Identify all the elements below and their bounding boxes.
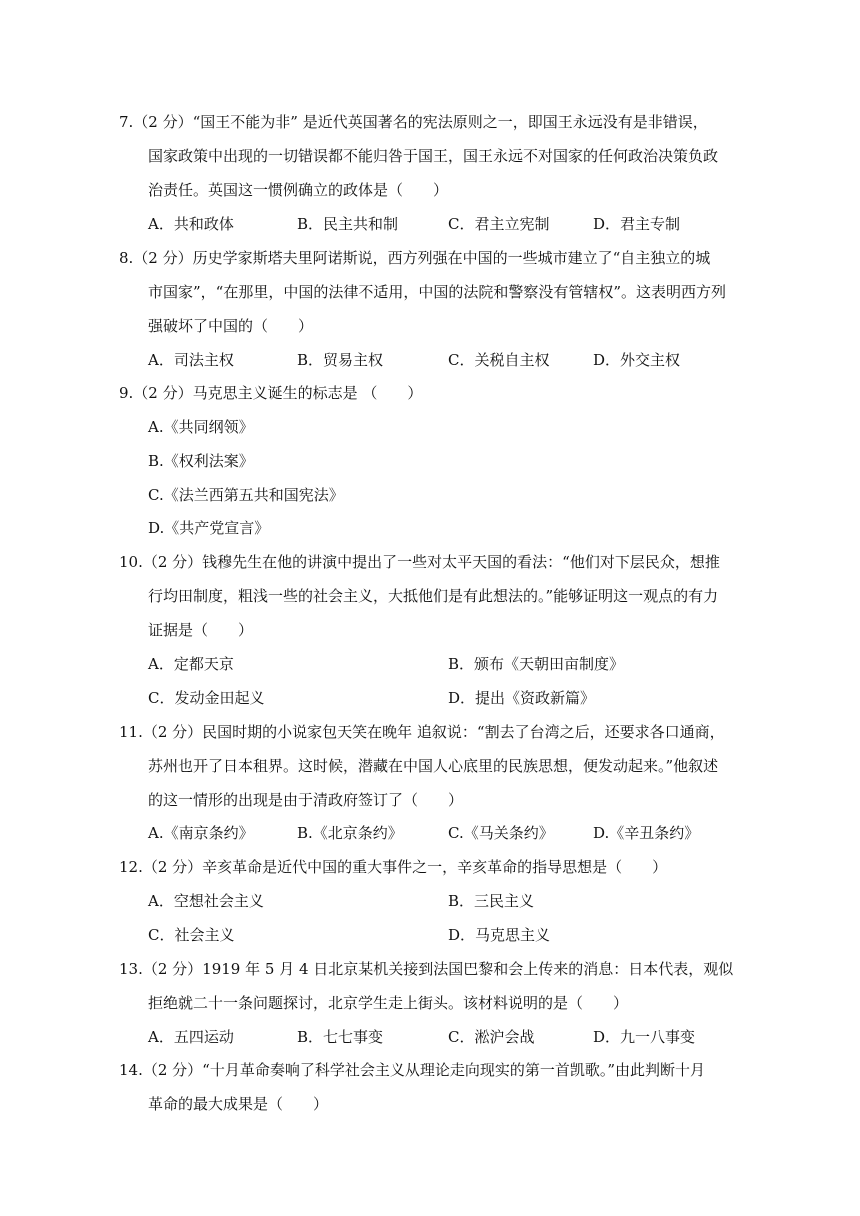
question-13-option-b[interactable]: B．七七事变 (297, 1028, 384, 1046)
question-7-option-d[interactable]: D．君主专制 (593, 215, 681, 233)
question-9-option-a[interactable]: A.《共同纲领》 (148, 418, 254, 436)
question-8-option-d[interactable]: D．外交主权 (593, 351, 681, 369)
question-8-line-3: 强破坏了中国的（ ） (148, 317, 314, 335)
question-12-line-1: 12.（2 分）辛亥革命是近代中国的重大事件之一，辛亥革命的指导思想是（ ） (119, 858, 668, 876)
question-12-option-d[interactable]: D．马克思主义 (448, 926, 551, 944)
question-10-option-b[interactable]: B．颁布《天朝田亩制度》 (448, 655, 625, 673)
question-11-option-d[interactable]: D.《辛丑条约》 (593, 824, 700, 842)
question-7-option-a[interactable]: A．共和政体 (148, 215, 234, 233)
question-9-line-1: 9.（2 分）马克思主义诞生的标志是 （ ） (119, 384, 423, 402)
question-12-option-c[interactable]: C．社会主义 (148, 926, 235, 944)
question-11-option-a[interactable]: A.《南京条约》 (148, 824, 254, 842)
question-8-option-c[interactable]: C．关税自主权 (448, 351, 550, 369)
question-13-line-1: 13.（2 分）1919 年 5 月 4 日北京某机关接到法国巴黎和会上传来的消息：日本代表，观似 (119, 960, 734, 978)
question-7-option-b[interactable]: B．民主共和制 (297, 215, 399, 233)
question-9-option-d[interactable]: D.《共产党宣言》 (148, 519, 270, 537)
question-13-line-2: 拒绝就二十一条问题探讨，北京学生走上街头。该材料说明的是（ ） (148, 994, 629, 1012)
question-9-option-c[interactable]: C.《法兰西第五共和国宪法》 (148, 486, 344, 504)
question-13-option-d[interactable]: D．九一八事变 (593, 1028, 696, 1046)
question-7-line-1: 7.（2 分）“国王不能为非” 是近代英国著名的宪法原则之一，即国王永远没有是非错误， (119, 113, 708, 131)
question-10-line-3: 证据是（ ） (148, 621, 254, 639)
question-8-option-b[interactable]: B．贸易主权 (297, 351, 384, 369)
question-11-line-2: 苏州也开了日本租界。这时候，潜藏在中国人心底里的民族思想，便发动起来。”他叙述 (148, 757, 719, 775)
question-9-option-b[interactable]: B.《权利法案》 (148, 452, 254, 470)
question-7-line-3: 治责任。英国这一惯例确立的政体是（ ） (148, 181, 449, 199)
question-11-line-3: 的这一情形的出现是由于清政府签订了（ ） (148, 791, 464, 809)
question-8-option-a[interactable]: A．司法主权 (148, 351, 234, 369)
question-10-line-2: 行均田制度，粗浅一些的社会主义，大抵他们是有此想法的。”能够证明这一观点的有力 (148, 587, 719, 605)
question-7-option-c[interactable]: C．君主立宪制 (448, 215, 550, 233)
question-14-line-1: 14.（2 分）“十月革命奏响了科学社会主义从理论走向现实的第一首凯歌。”由此判断十月 (119, 1061, 706, 1079)
question-11-line-1: 11.（2 分）民国时期的小说家包天笑在晚年 追叙说：“割去了台湾之后，还要求各口通商， (119, 723, 725, 741)
question-14-line-2: 革命的最大成果是（ ） (148, 1095, 329, 1113)
question-12-option-a[interactable]: A．空想社会主义 (148, 892, 264, 910)
question-10-option-c[interactable]: C．发动金田起义 (148, 689, 265, 707)
question-10-option-d[interactable]: D．提出《资政新篇》 (448, 689, 596, 707)
question-11-option-c[interactable]: C.《马关条约》 (448, 824, 554, 842)
question-7-line-2: 国家政策中出现的一切错误都不能归咎于国王，国王永远不对国家的任何政治决策负政 (148, 147, 719, 165)
question-12-option-b[interactable]: B．三民主义 (448, 892, 535, 910)
question-13-option-a[interactable]: A．五四运动 (148, 1028, 234, 1046)
question-8-line-2: 市国家”，“在那里，中国的法律不适用，中国的法院和警察没有管辖权”。这表明西方列 (148, 283, 727, 301)
question-10-line-1: 10.（2 分）钱穆先生在他的讲演中提出了一些对太平天国的看法：“他们对下层民众，想推 (119, 553, 720, 571)
question-8-line-1: 8.（2 分）历史学家斯塔夫里阿诺斯说，西方列强在中国的一些城市建立了“自主独立的城 (119, 249, 711, 267)
question-11-option-b[interactable]: B.《北京条约》 (297, 824, 403, 842)
question-10-option-a[interactable]: A．定都天京 (148, 655, 234, 673)
question-13-option-c[interactable]: C．淞沪会战 (448, 1028, 535, 1046)
